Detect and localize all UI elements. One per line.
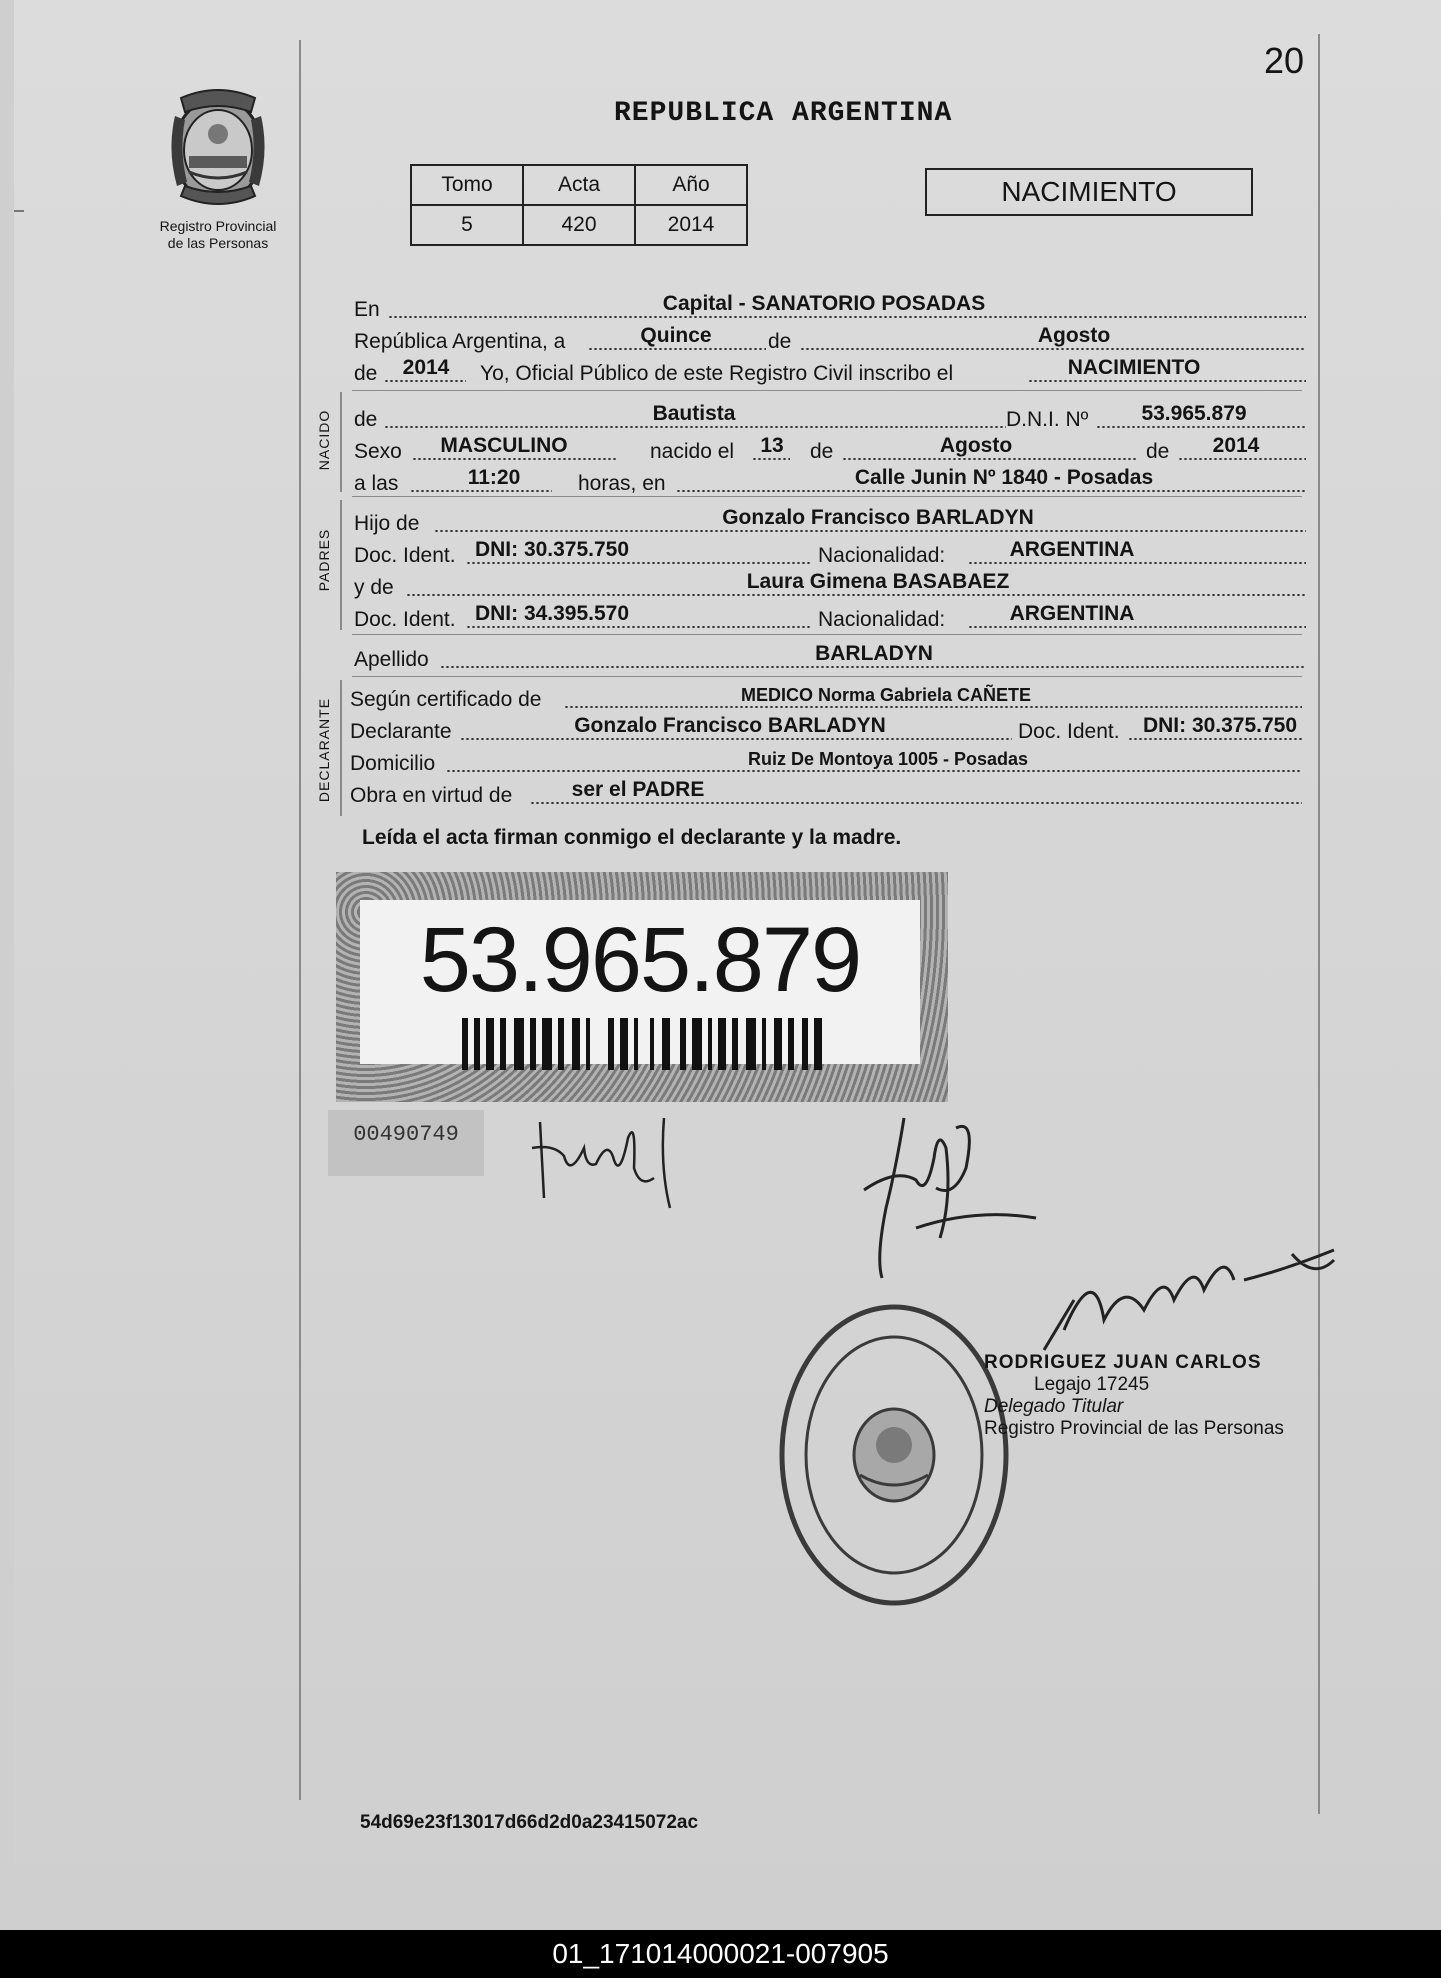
value-ano: 2014 <box>635 205 747 245</box>
row-father-doc <box>354 536 1306 570</box>
separator <box>352 634 1302 635</box>
value-acta: 420 <box>523 205 635 245</box>
month-value: Agosto <box>1037 324 1111 347</box>
dni-sticker-number: 53.965.879 <box>419 909 861 1011</box>
dotted-line <box>1128 738 1302 740</box>
dotted-line <box>388 316 1306 318</box>
dotted-line <box>968 626 1306 628</box>
nacido-label: nacido el <box>650 440 735 463</box>
sexo-label: Sexo <box>354 440 402 463</box>
dotted-line <box>440 666 1306 668</box>
dotted-line <box>842 458 1138 460</box>
dotted-line <box>752 458 790 460</box>
value-tomo: 5 <box>411 205 523 245</box>
nacionalidad-label: Nacionalidad: <box>818 544 946 567</box>
father-doc-value: DNI: 30.375.750 <box>474 538 630 561</box>
official-stamp <box>984 1352 1284 1440</box>
row-father <box>354 504 1306 538</box>
row-mother <box>354 568 1306 602</box>
birth-time-value: 11:20 <box>467 466 521 489</box>
row-time <box>354 464 1306 498</box>
dotted-line <box>384 426 1006 428</box>
provincia-misiones-emblem <box>159 86 277 214</box>
dotted-line <box>564 706 1302 708</box>
declarante-section-label: DECLARANTE <box>316 697 332 803</box>
obra-label: Obra en virtud de <box>350 784 513 807</box>
official-legajo: Legajo 17245 <box>1034 1374 1150 1395</box>
declarant-name-value: Gonzalo Francisco BARLADYN <box>574 714 886 737</box>
horas-label: horas, en <box>578 472 666 495</box>
domicilio-label: Domicilio <box>350 752 436 775</box>
row-declarant <box>350 712 1302 746</box>
dotted-line <box>800 348 1306 350</box>
logo-caption <box>142 218 294 252</box>
dotted-line <box>1096 426 1306 428</box>
de-label: de <box>1146 440 1170 463</box>
de-label: de <box>768 330 792 353</box>
dni-label: D.N.I. Nº <box>1006 408 1089 431</box>
left-margin-rule <box>299 40 301 1800</box>
year-value: 2014 <box>402 356 450 379</box>
dotted-line <box>466 562 810 564</box>
birth-day-value: 13 <box>760 434 784 457</box>
official-title: Delegado Titular <box>984 1396 1124 1417</box>
certificate-value: MEDICO Norma Gabriela CAÑETE <box>740 685 1032 705</box>
dotted-line <box>446 770 1302 772</box>
hijo-label: Hijo de <box>354 512 420 535</box>
yde-label: y de <box>354 576 394 599</box>
sexo-value: MASCULINO <box>440 434 568 457</box>
header-tomo: Tomo <box>411 165 523 205</box>
country-title: REPUBLICA ARGENTINA <box>614 98 953 129</box>
surname-value: BARLADYN <box>815 642 933 665</box>
place-value: Capital - SANATORIO POSADAS <box>662 292 986 315</box>
nacido-bracket <box>340 392 342 492</box>
dni-sticker <box>336 872 948 1102</box>
dotted-line <box>1028 380 1306 382</box>
doc-label: Doc. Ident. <box>354 544 456 567</box>
row-date <box>354 322 1306 356</box>
official-office: Registro Provincial de las Personas <box>984 1418 1284 1439</box>
row-place <box>354 290 1306 324</box>
padres-bracket <box>340 500 342 630</box>
statement-text: Yo, Oficial Público de este Registro Civil inscribo el <box>480 362 954 385</box>
record-table <box>410 164 748 246</box>
document-sheet <box>14 0 1441 1930</box>
serial-number: 00490749 <box>328 1110 484 1176</box>
logo-caption-line2: de las Personas <box>167 235 269 251</box>
right-margin-rule <box>1318 34 1320 1814</box>
mother-name-value: Laura Gimena BASABAEZ <box>746 570 1010 593</box>
dotted-line <box>676 490 1306 492</box>
act-value: NACIMIENTO <box>1067 356 1201 379</box>
dotted-line <box>410 490 552 492</box>
dotted-line <box>412 458 616 460</box>
official-name: RODRIGUEZ JUAN CARLOS <box>984 1352 1262 1373</box>
doc-label: Doc. Ident. <box>354 608 456 631</box>
dotted-line <box>384 380 466 382</box>
signature-declarant-icon <box>856 1108 1046 1288</box>
father-nationality-value: ARGENTINA <box>1009 538 1135 561</box>
verification-hash: 54d69e23f13017d66d2d0a23415072ac <box>360 1812 699 1833</box>
republica-label: República Argentina, a <box>354 330 566 353</box>
row-domicile <box>350 744 1302 778</box>
birth-year-value: 2014 <box>1212 434 1260 457</box>
obra-value: ser el PADRE <box>571 778 705 801</box>
row-obra <box>350 776 1302 810</box>
de-label: de <box>354 362 378 385</box>
alas-label: a las <box>354 472 399 495</box>
nacido-section-label: NACIDO <box>316 409 332 471</box>
dotted-line <box>1178 458 1306 460</box>
dotted-line <box>406 594 1306 596</box>
record-type-box: NACIMIENTO <box>925 168 1253 216</box>
child-dni-value: 53.965.879 <box>1141 402 1247 425</box>
header-acta: Acta <box>523 165 635 205</box>
dotted-line <box>588 348 766 350</box>
cert-label: Según certificado de <box>350 688 542 711</box>
signature-official-icon <box>1034 1240 1354 1360</box>
signature-mother-icon <box>524 1108 694 1218</box>
row-mother-doc <box>354 600 1306 634</box>
doc-label: Doc. Ident. <box>1018 720 1120 743</box>
row-sex <box>354 432 1306 466</box>
nacionalidad-label: Nacionalidad: <box>818 608 946 631</box>
dotted-line <box>460 738 1012 740</box>
row-statement <box>354 354 1306 388</box>
separator <box>352 676 1302 677</box>
birth-month-value: Agosto <box>939 434 1013 457</box>
footer-id: 01_171014000021-007905 <box>0 1930 1441 1978</box>
child-name-value: Bautista <box>652 402 736 425</box>
row-certificate <box>350 680 1302 714</box>
birth-address-value: Calle Junin Nº 1840 - Posadas <box>854 466 1154 489</box>
declarante-label: Declarante <box>350 720 452 743</box>
de-label: de <box>810 440 834 463</box>
registry-seal-icon <box>774 1295 1024 1615</box>
row-surname <box>354 640 1306 674</box>
closing-statement: Leída el acta firman conmigo el declarante y la madre. <box>362 826 902 849</box>
dotted-line <box>968 562 1306 564</box>
dotted-line <box>434 530 1306 532</box>
apellido-label: Apellido <box>354 648 429 671</box>
dotted-line <box>466 626 810 628</box>
mother-nationality-value: ARGENTINA <box>1009 602 1135 625</box>
separator <box>352 390 1302 391</box>
mother-doc-value: DNI: 34.395.570 <box>474 602 630 625</box>
declarant-doc-value: DNI: 30.375.750 <box>1142 714 1298 737</box>
header-ano: Año <box>635 165 747 205</box>
dotted-line <box>530 802 1302 804</box>
page-number: 20 <box>1264 40 1305 81</box>
de-label: de <box>354 408 378 431</box>
logo-caption-line1: Registro Provincial <box>159 218 277 234</box>
edge-mark <box>14 210 24 226</box>
row-name <box>354 400 1306 434</box>
father-name-value: Gonzalo Francisco BARLADYN <box>722 506 1034 529</box>
day-word-value: Quince <box>640 324 712 347</box>
padres-section-label: PADRES <box>316 528 332 592</box>
barcode-icon <box>462 1018 822 1070</box>
declarante-bracket <box>340 680 342 816</box>
domicile-value: Ruiz De Montoya 1005 - Posadas <box>747 749 1029 769</box>
en-label: En <box>354 298 380 321</box>
dni-sticker-label <box>360 900 920 1064</box>
